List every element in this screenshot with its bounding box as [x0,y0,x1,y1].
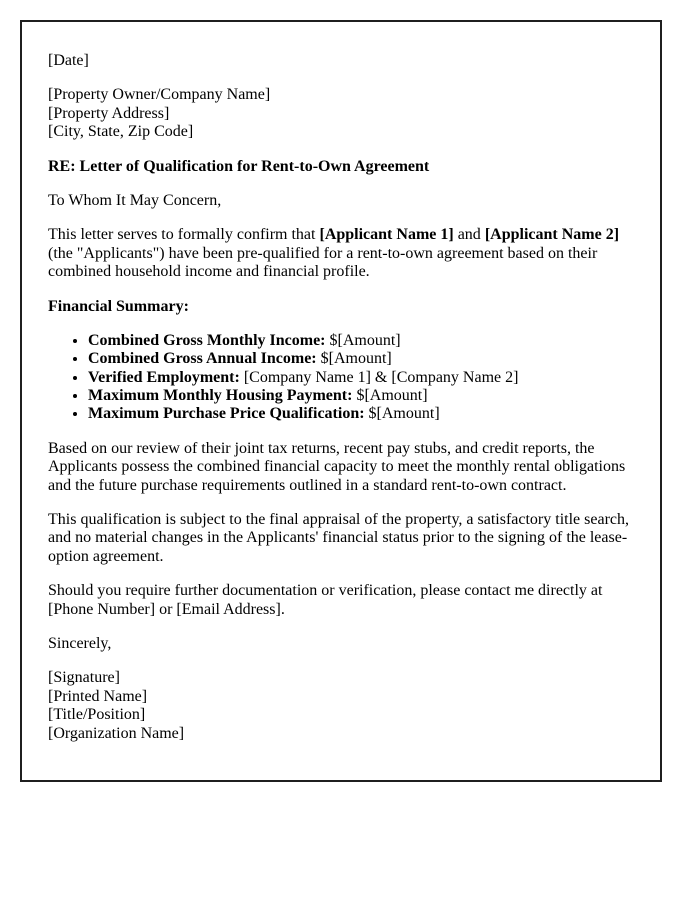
intro-paragraph [48,226,634,281]
paragraph-text: (the "Applicants") have been pre-qualified for a rent-to-own agreement based on their combined household income and financial profile. [48,244,598,281]
financial-summary-item [88,387,634,405]
contact-paragraph: Should you require further documentation or verification, please contact me directly at [Phone Number] or [Email Address]. [48,582,603,618]
letter-page [20,20,662,782]
item-label: Combined Gross Annual Income: [88,350,317,368]
closing: Sincerely, [48,634,112,652]
organization-name-line: [Organization Name] [48,724,185,742]
recipient-city-line: [City, State, Zip Code] [48,123,194,141]
salutation: To Whom It May Concern, [48,191,222,209]
financial-summary-item [88,332,634,350]
date-placeholder: [Date] [48,52,89,69]
applicant-name-placeholder: [Applicant Name 1] [319,226,454,244]
financial-summary-item [88,350,634,368]
item-value: $[Amount] [364,405,440,423]
financial-summary-heading: Financial Summary: [48,297,189,315]
signature-line: [Signature] [48,669,120,687]
item-value: [Company Name 1] & [Company Name 2] [239,368,519,386]
subject-line: RE: Letter of Qualification for Rent-to-Own Agreement [48,157,430,175]
basis-paragraph: Based on our review of their joint tax returns, recent pay stubs, and credit reports, the Applicants possess the combined financial capacity to meet the monthly rental obligations and the future purchase requirements outlined in a standard rent-to-own contract. [48,439,626,494]
title-position-line: [Title/Position] [48,706,146,724]
financial-summary-item [88,405,634,423]
paragraph-text: This letter serves to formally confirm that [48,226,320,244]
applicant-name-placeholder: [Applicant Name 2] [484,226,620,244]
signature-block [48,669,634,743]
item-label: Verified Employment: [88,368,240,386]
financial-summary-item [88,369,634,387]
financial-summary-list [48,332,634,424]
recipient-block [48,86,634,141]
item-value: $[Amount] [316,350,392,368]
item-value: $[Amount] [352,387,428,405]
printed-name-line: [Printed Name] [48,687,148,705]
item-label: Maximum Monthly Housing Payment: [88,387,353,405]
item-label: Maximum Purchase Price Qualification: [88,405,365,423]
conditions-paragraph: This qualification is subject to the final appraisal of the property, a satisfactory title search, and no material changes in the Applicants' financial status prior to the signing of the lease-option agreement. [48,511,629,565]
recipient-address-line: [Property Address] [48,104,170,122]
item-label: Combined Gross Monthly Income: [88,331,326,349]
recipient-name-line: [Property Owner/Company Name] [48,86,271,104]
item-value: $[Amount] [325,331,401,349]
paragraph-text: and [453,226,485,244]
